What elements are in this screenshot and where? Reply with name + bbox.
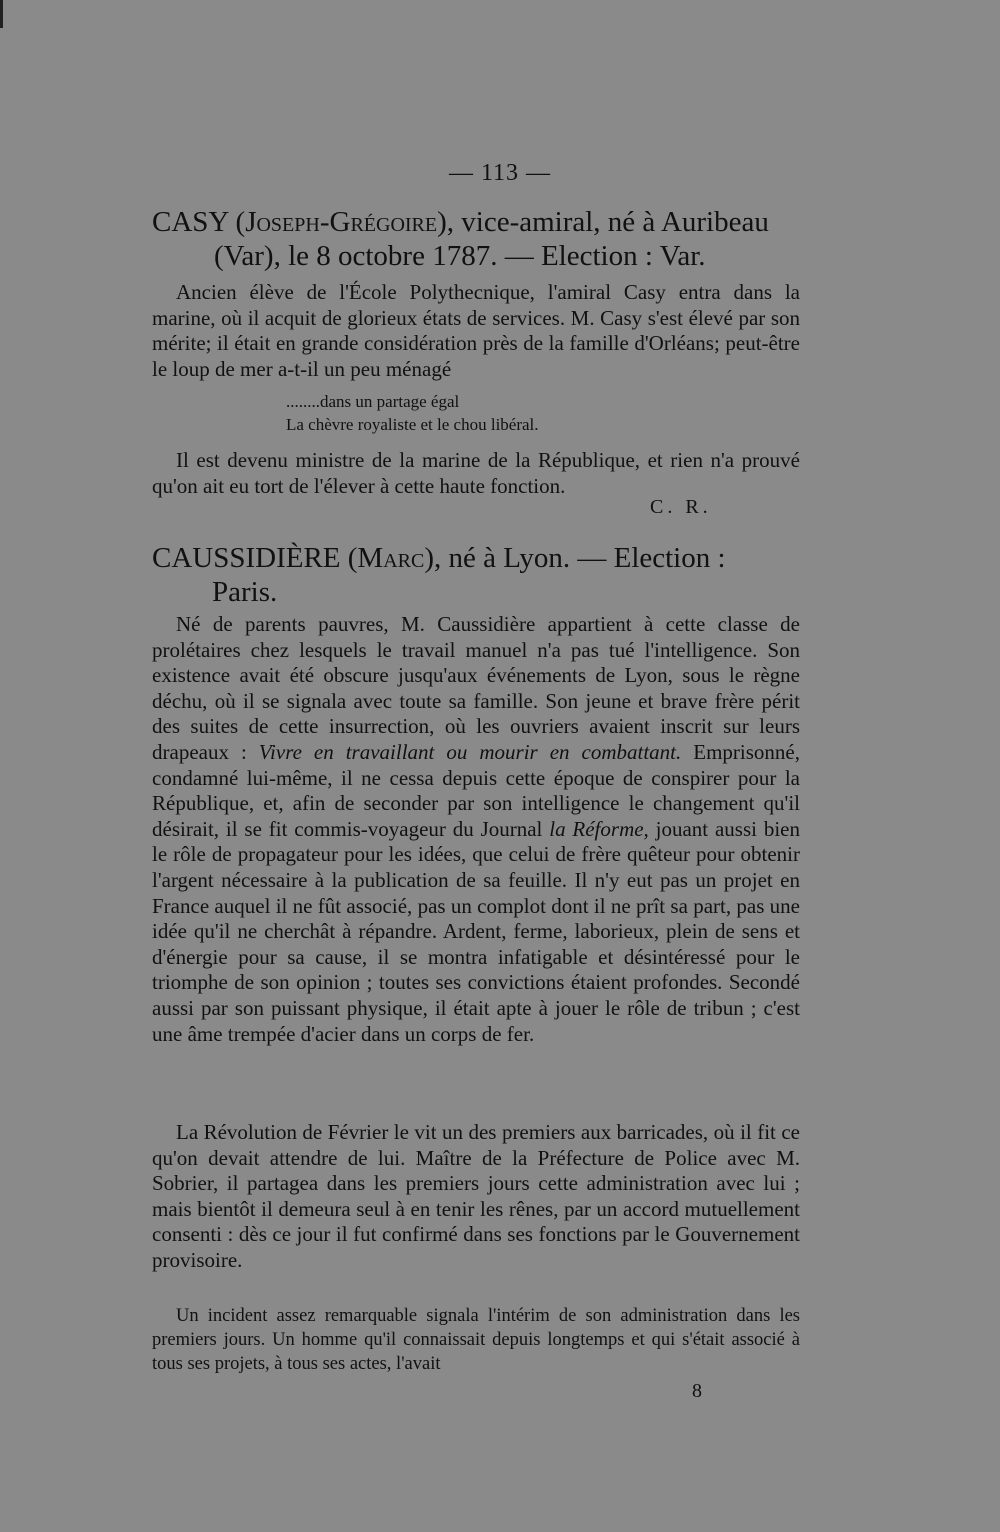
entry-given-names: Marc — [357, 542, 425, 574]
paragraph-text: Il est devenu ministre de la marine de la République, et rien n'a prouvé qu'on ait eu tort de l'élever à cette haute fonction. — [152, 448, 800, 498]
entry-heading-continuation: Paris. — [212, 576, 278, 608]
paragraph-text: Ancien élève de l'École Polythecnique, l'amiral Casy entra dans la marine, où il acquit de glorieux états de services. M. Casy s'est élevé par son mérite; il était en grande considération près de la famille d'Orléans; peut-être le loup de mer a-t-il un peu ménagé — [152, 280, 800, 381]
entry-heading-rest: ), vice-amiral, né à Auribeau — [437, 206, 769, 238]
italic-motto: Vivre en travaillant ou mourir en combattant. — [258, 739, 682, 764]
author-signature: C. R. — [650, 496, 712, 518]
scan-edge-mark — [0, 0, 3, 28]
entry-given-names: Joseph-Grégoire — [245, 206, 438, 238]
entry-paragraph — [152, 448, 800, 499]
entry-name: CAUSSIDIÈRE ( — [152, 542, 358, 574]
entry-paragraph — [152, 280, 800, 382]
entry-paragraph — [152, 612, 800, 1047]
page-number: — 113 — — [448, 160, 552, 186]
entry-paragraph — [152, 1120, 800, 1274]
entry-heading-continuation: (Var), le 8 octobre 1787. — Election : Var. — [214, 240, 706, 272]
paragraph-text: La Révolution de Février le vit un des premiers aux barricades, où il fit ce qu'on devait attendre de lui. Maître de la Préfecture de Police avec M. Sobrier, il partagea dans les premiers jours cette administration avec lui ; mais bientôt il demeura seul à en tenir les rênes, par un accord mutuellement consenti : dès ce jour il fut confirmé dans ses fonctions par le Gouvernement provisoire. — [152, 1120, 800, 1272]
paragraph-text: Un incident assez remarquable signala l'intérim de son administration dans les premiers jours. Un homme qu'il connaissait depuis longtemps et qui s'était associé à tous ses projets, à tous ses actes, l'avait — [152, 1306, 800, 1374]
small-print-paragraph — [152, 1305, 800, 1376]
text-run: Emprisonné, condamné lui-même, il ne cessa depuis cette époque de conspirer pour la République, et, afin de seconder par son intelligence le changement qu'il désirait, il se fit commis-voyageur du Journal — [152, 739, 801, 841]
quote-line: La chèvre royaliste et le chou libéral. — [286, 415, 539, 434]
sheet-signature-mark: 8 — [692, 1380, 702, 1402]
text-run: jouant aussi bien le rôle de propagateur pour les idées, que celui de frère quêteur pour obtenir l'argent nécessaire à la publication de sa feuille. Il n'y eut pas un projet en France auquel il ne fût associé, pas un complot dont il ne prît sa part, pas une idée qu'il ne cherchât à répandre. Ardent, ferme, laborieux, plein de sens et d'énergie pour sa cause, il se montra infatigable et désintéressé pour le triomphe de son opinion ; toutes ses convictions étaient profondes. Secondé aussi par son puissant physique, il était apte à jouer le rôle de tribun ; c'est une âme trempée d'acier dans un corps de fer. — [152, 816, 800, 1046]
entry-name: CASY ( — [152, 206, 246, 238]
italic-journal-title: la Réforme, — [549, 816, 649, 841]
entry-heading-casy — [152, 205, 800, 273]
verse-quote — [286, 390, 686, 436]
paragraph-text — [152, 612, 800, 1047]
entry-heading-rest: ), né à Lyon. — Election : — [424, 542, 726, 574]
entry-heading-caussidiere — [152, 541, 800, 609]
text-run: Né de parents pauvres, M. Caussidière appartient à cette classe de prolétaires chez lesquels le travail manuel n'a pas tué l'intelligence. Son existence avait été obscure jusqu'aux événements de Lyon, sous le règne déchu, où il se signala avec toute sa famille. Son jeune et brave frère périt des suites de cette insurrection, où les ouvriers avaient inscrit sur leurs drapeaux : — [152, 612, 800, 764]
quote-line: ........dans un partage égal — [286, 392, 460, 411]
